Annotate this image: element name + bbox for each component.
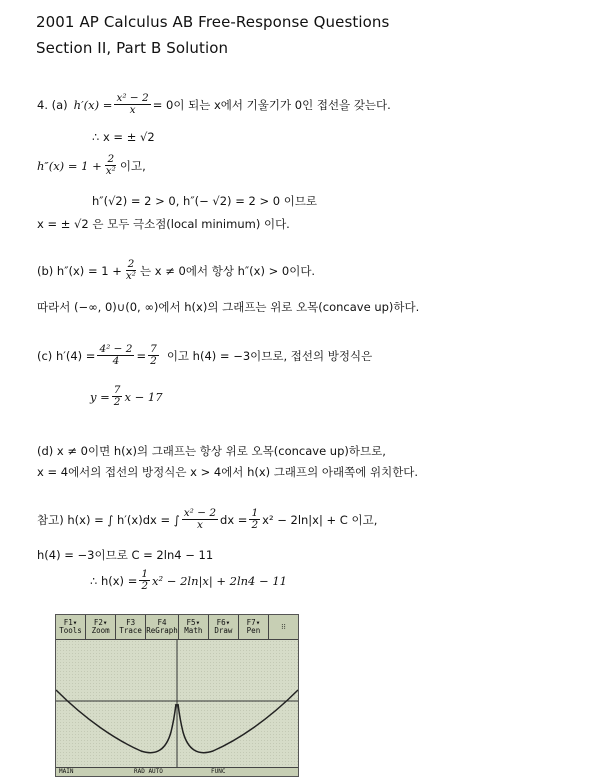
tool-f6-draw[interactable]: F6▾ Draw [209,615,239,639]
note-mid: dx = [220,512,248,527]
part-a-rest2: 이고, [119,158,146,173]
note-final-pre: ∴ h(x) = [90,573,138,588]
part-a-label: 4. (a) [37,97,68,112]
part-b-label: (b) h″(x) = 1 + [37,263,122,278]
part-a-therefore: ∴ x = ± √2 [92,130,155,144]
note-frac2: $\frac{1}{2}$ [251,507,259,532]
part-b-line1 [37,259,315,282]
part-c-tangent [90,385,163,408]
part-a-frac1: $\frac{\text{x² − 2}}{x}$ [116,92,149,117]
calculator-toolbar [56,615,298,640]
part-c-label: (c) h′(4) = [37,348,96,363]
note-line1 [37,508,377,531]
graph-screen [56,640,298,768]
part-a-frac2: $\frac{2}{\text{x²}}$ [105,153,116,178]
part-c-line1 [37,344,372,367]
part-c-frac1: $\frac{\text{4² − 2}}{4}$ [99,343,133,368]
note-frac3: $\frac{1}{2}$ [141,568,149,593]
tool-f3-trace[interactable]: F3 Trace [116,615,146,639]
status-type: FUNC [211,768,226,775]
part-c-frac3: $\frac{7}{2}$ [113,384,121,409]
part-d-line1: (d) x ≠ 0이면 h(x)의 그래프는 항상 위로 오목(concave up)하므로, [37,444,386,458]
part-a-values: h″(√2) = 2 > 0, h″(− √2) = 2 > 0 이므로 [92,194,318,208]
page-title: 2001 AP Calculus AB Free-Response Questions [36,13,390,31]
part-a-line2 [37,154,146,177]
part-b-line2: 따라서 (−∞, 0)∪(0, ∞)에서 h(x)의 그래프는 위로 오목(concave up)하다. [37,300,420,314]
part-a-h2: h″(x) = 1 + [37,158,102,173]
part-c-frac2: $\frac{7}{2}$ [150,343,157,368]
part-c-tail: x − 17 [124,389,163,404]
part-c-rest: 이고 h(4) = −3이므로, 접선의 방정식은 [166,348,373,363]
tool-f5-math[interactable]: F5▾ Math [179,615,209,639]
tool-f4-regraph[interactable]: F4 ReGraph [146,615,179,639]
part-a-rest1: = 0이 되는 x에서 기울기가 0인 접선을 갖는다. [152,97,391,112]
status-angle: RAD AUTO [134,768,163,775]
note-rest: x² − 2ln|x| + C 이고, [262,512,378,527]
tool-f7-pen[interactable]: F7▾ Pen [239,615,269,639]
part-b-rest: 는 x ≠ 0에서 항상 h″(x) > 0이다. [140,263,316,278]
tool-more[interactable]: ⁝⁝ [281,622,286,632]
part-b-frac: $\frac{2}{\text{x²}}$ [125,258,136,283]
note-label: 참고) h(x) = ∫ h′(x)dx = ∫ [37,512,180,527]
tool-f1-tools[interactable]: F1▾ Tools [56,615,86,639]
part-c-y: y = [90,389,110,404]
part-d-line2: x = 4에서의 접선의 방정식은 x > 4에서 h(x) 그래프의 아래쪽에 위치한다. [37,465,419,479]
note-frac1: $\frac{\text{x² − 2}}{x}$ [183,507,217,532]
calculator-screenshot [55,614,299,777]
note-line2: h(4) = −3이므로 C = 2ln4 − 11 [37,548,214,562]
part-a-line1 [37,93,391,116]
status-mode: MAIN [59,768,74,775]
note-final [90,569,287,592]
note-final-post: x² − 2ln|x| + 2ln4 − 11 [152,573,287,588]
tool-f2-zoom[interactable]: F2▾ Zoom [86,615,116,639]
part-a-h1: h′(x) = [73,97,113,112]
part-a-conclusion: x = ± √2 은 모두 극소점(local minimum) 이다. [37,217,290,231]
page-subtitle: Section II, Part B Solution [36,39,229,57]
part-c-eq: = [136,348,147,363]
